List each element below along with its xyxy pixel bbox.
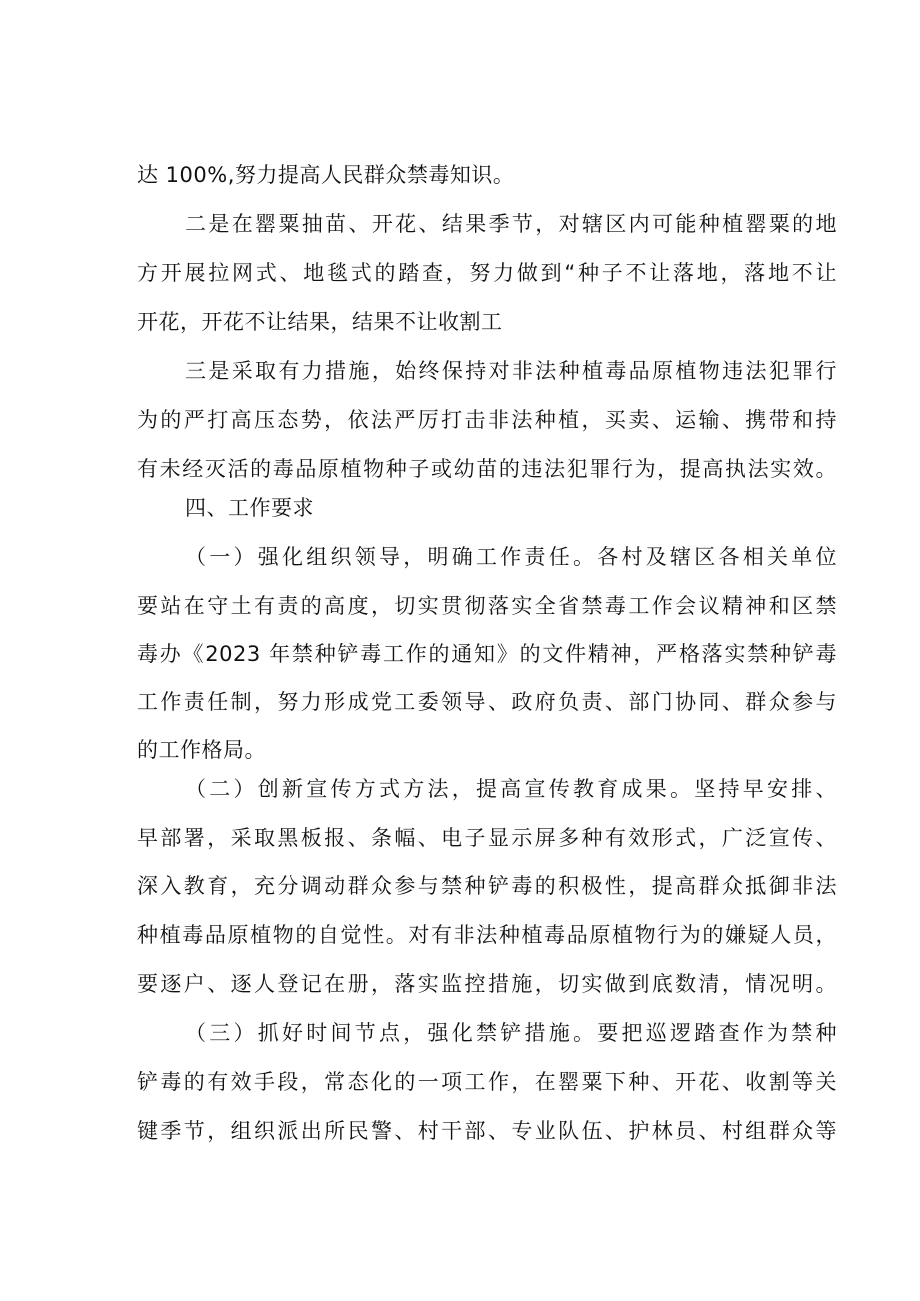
paragraph-line: 键季节，组织派出所民警、村干部、专业队伍、护林员、村组群众等: [137, 1119, 837, 1143]
paragraph-line: 深入教育，充分调动群众参与禁种铲毒的积极性，提高群众抵御非法: [137, 874, 837, 898]
paragraph-line: 种植毒品原植物的自觉性。对有非法种植毒品原植物行为的嫌疑人员，: [137, 923, 837, 947]
paragraph-line: 开花，开花不让结果，结果不让收割工: [137, 310, 503, 334]
paragraph-line: 要站在守土有责的高度，切实贯彻落实全省禁毒工作会议精神和区禁: [137, 594, 837, 618]
paragraph-line: 达 100%,努力提高人民群众禁毒知识。: [137, 163, 515, 187]
paragraph-line: （三）抓好时间节点，强化禁铲措施。要把巡逻踏查作为禁种: [185, 1021, 837, 1045]
paragraph-line: 三是采取有力措施，始终保持对非法种植毒品原植物违法犯罪行: [185, 359, 837, 383]
paragraph-line: 要逐户、逐人登记在册，落实监控措施，切实做到底数清，情况明。: [137, 972, 837, 996]
paragraph-line: 毒办《2023 年禁种铲毒工作的通知》的文件精神，严格落实禁种铲毒: [137, 642, 837, 666]
section-heading: 四、工作要求: [185, 496, 314, 520]
paragraph-line: 有未经灭活的毒品原植物种子或幼苗的违法犯罪行为，提高执法实效。: [137, 457, 837, 481]
paragraph-line: （二）创新宣传方式方法，提高宣传教育成果。坚持早安排、: [185, 777, 837, 801]
paragraph-line: 二是在罂粟抽苗、开花、结果季节，对辖区内可能种植罂粟的地: [185, 212, 837, 236]
paragraph-line: 早部署，采取黑板报、条幅、电子显示屏多种有效形式，广泛宣传、: [137, 826, 837, 850]
paragraph-line: 为的严打高压态势，依法严厉打击非法种植，买卖、运输、携带和持: [137, 408, 837, 432]
paragraph-line: （一）强化组织领导，明确工作责任。各村及辖区各相关单位: [185, 545, 837, 569]
paragraph-line: 铲毒的有效手段，常态化的一项工作，在罂粟下种、开花、收割等关: [137, 1070, 837, 1094]
paragraph-line: 方开展拉网式、地毯式的踏查，努力做到“种子不让落地，落地不让: [137, 261, 837, 285]
paragraph-line: 的工作格局。: [137, 738, 266, 762]
paragraph-line: 工作责任制，努力形成党工委领导、政府负责、部门协同、群众参与: [137, 690, 837, 714]
